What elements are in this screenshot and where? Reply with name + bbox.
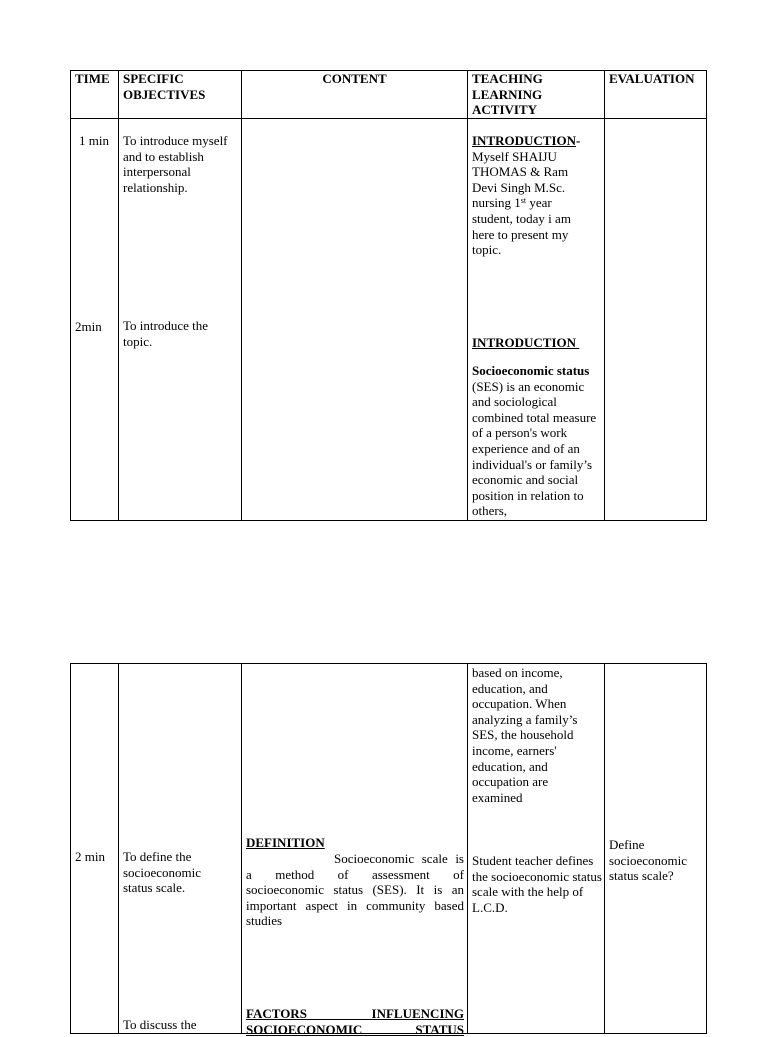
objective-define-scale: To define the socioeconomic status scale. [123, 849, 201, 896]
ses-term: Socioeconomic status [472, 363, 590, 378]
activity-define-scale: Student teacher defines the socioeconomic status scale with the help of L.C.D. [472, 853, 602, 915]
content-cell [242, 664, 468, 1037]
activity-ses-introduction: Socioeconomic status (SES) is an economic and sociological combined total measure of a person's work experience and of an individual's or family’s economic and social position in relation to others, [472, 363, 597, 519]
evaluation-cell [605, 664, 707, 1034]
header-activity [468, 71, 605, 119]
activity-ses-continued: based on income, education, and occupation. When analyzing a family’s SES, the household income, earners' education, and occupation are examined [472, 665, 578, 805]
table-row [71, 119, 707, 521]
content-heading-factors: FACTORS INFLUENCING SOCIOECONOMIC STATUS [246, 1006, 464, 1037]
table-header-row [71, 71, 707, 119]
header-evaluation-label: EVALUATION [609, 71, 695, 86]
time-2min: 2min [75, 319, 102, 334]
objective-cell [119, 664, 242, 1034]
lesson-plan-table-1 [70, 70, 707, 521]
time-cell [71, 664, 119, 1034]
header-activity-label: TEACHING LEARNING ACTIVITY [472, 71, 543, 118]
evaluation-cell [605, 119, 707, 521]
header-objectives [119, 71, 242, 119]
activity-heading-introduction: INTRODUCTION [472, 133, 577, 148]
header-content-label: CONTENT [322, 71, 387, 86]
header-time [71, 71, 119, 119]
time-2min-definition: 2 min [75, 849, 105, 864]
activity-heading-introduction-2: INTRODUCTION [472, 335, 580, 350]
content-definition-text: Socioeconomic scale is a method of assessment of socioeconomic status (SES). It is an important aspect in community based studies [246, 851, 464, 929]
objective-introduce-self: To introduce myself and to establish interpersonal relationship. [123, 133, 228, 195]
header-evaluation [605, 71, 707, 119]
header-time-label: TIME [75, 71, 110, 86]
activity-cell [468, 119, 605, 521]
time-cell [71, 119, 119, 521]
table-row [71, 664, 707, 1034]
lesson-plan-table-2 [70, 663, 707, 1037]
header-objectives-label: SPECIFIC OBJECTIVES [123, 71, 206, 102]
evaluation-question: Define socioeconomic status scale? [609, 837, 687, 884]
time-1min: 1 min [79, 133, 109, 148]
header-content [242, 71, 468, 119]
activity-cell [468, 664, 605, 1034]
objective-discuss: To discuss the [123, 1017, 197, 1032]
activity-self-introduction: INTRODUCTION- Myself SHAIJU THOMAS & Ram Devi Singh M.Sc. nursing 1st year student, today i am here to present my topic. [472, 133, 581, 258]
objective-introduce-topic: To introduce the topic. [123, 318, 209, 349]
content-heading-definition: DEFINITION [246, 835, 325, 850]
content-cell [242, 119, 468, 521]
objective-cell [119, 119, 242, 521]
